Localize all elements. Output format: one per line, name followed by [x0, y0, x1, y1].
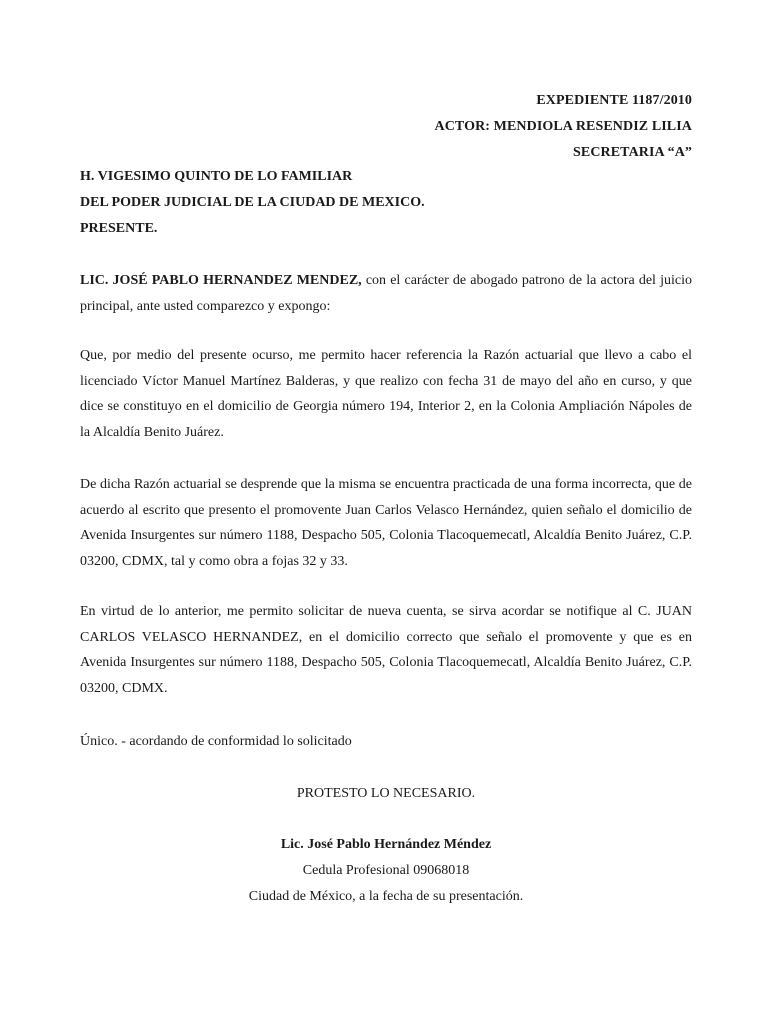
case-header	[434, 88, 692, 166]
intro-text: con el carácter de abogado patrono de la actora del juicio principal, ante usted comparezco y expongo:	[80, 273, 692, 314]
paragraph-request	[80, 599, 692, 701]
paragraph-unico-text: Único. - acordando de conformidad lo solicitado	[80, 734, 352, 749]
case-number: EXPEDIENTE 1187/2010	[536, 93, 692, 108]
paragraph-intro	[80, 268, 692, 319]
paragraph-reference	[80, 343, 692, 445]
lawyer-name: LIC. JOSÉ PABLO HERNANDEZ MENDEZ,	[80, 273, 362, 288]
paragraph-reference-text: Que, por medio del presente ocurso, me permito hacer referencia la Razón actuarial que llevo a cabo el licenciado Víctor Manuel Martínez Balderas, y que realizo con fecha 31 de mayo del año en curso, y que dice se constituyo en el domicilio de Georgia número 194, Interior 2, en la Colonia Ampliación Nápoles de la Alcaldía Benito Juárez.	[80, 348, 692, 440]
signature-city-date: Ciudad de México, a la fecha de su presentación.	[248, 889, 524, 904]
paragraph-unico	[80, 729, 692, 755]
addressee-court: H. VIGESIMO QUINTO DE LO FAMILIAR	[80, 169, 353, 184]
case-actor: ACTOR: MENDIOLA RESENDIZ LILIA	[434, 119, 692, 134]
case-secretaria: SECRETARIA “A”	[573, 145, 692, 160]
paragraph-incorrect	[80, 472, 692, 574]
protest-line: PROTESTO LO NECESARIO.	[296, 786, 476, 801]
addressee-presente: PRESENTE.	[80, 221, 158, 236]
addressee-block	[80, 164, 425, 242]
paragraph-request-text: En virtud de lo anterior, me permito solicitar de nueva cuenta, se sirva acordar se notifique al C. JUAN CARLOS VELASCO HERNANDEZ, en el domicilio correcto que señalo el promovente y que es en Avenida Insurgentes sur número 1188, Despacho 505, Colonia Tlacoquemecatl, Alcaldía Benito Juárez, C.P. 03200, CDMX.	[80, 604, 692, 696]
signature-name: Lic. José Pablo Hernández Méndez	[280, 837, 492, 852]
paragraph-incorrect-text: De dicha Razón actuarial se desprende que la misma se encuentra practicada de una forma incorrecta, que de acuerdo al escrito que presento el promovente Juan Carlos Velasco Hernández, quien señalo el domicilio de Avenida Insurgentes sur número 1188, Despacho 505, Colonia Tlacoquemecatl, Alcaldía Benito Juárez, C.P. 03200, CDMX, tal y como obra a fojas 32 y 33.	[80, 477, 692, 569]
signature-cedula: Cedula Profesional 09068018	[302, 863, 470, 878]
addressee-judiciary: DEL PODER JUDICIAL DE LA CIUDAD DE MEXICO.	[80, 195, 425, 210]
